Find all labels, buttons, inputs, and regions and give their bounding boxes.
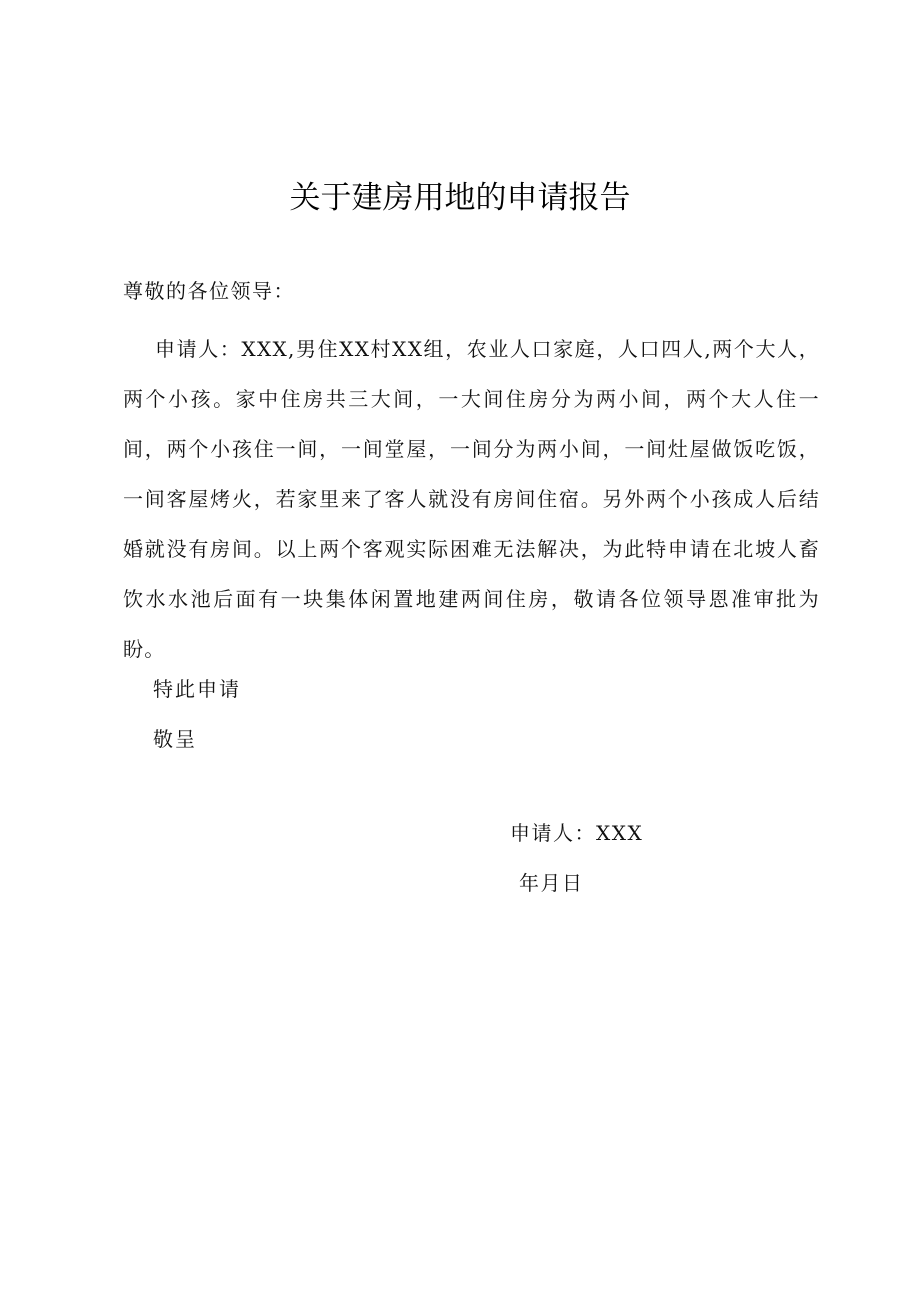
respectfully-submitted: 敬呈 xyxy=(153,727,197,751)
applicant-signature: 申请人：XXX xyxy=(510,821,644,845)
body-paragraph: 申请人：XXX,男住XX村XX组，农业人口家庭，人口四人,两个大人，两个小孩。家中住房共三大间，一大间住房分为两小间，两个大人住一间，两个小孩住一间，一间堂屋，一间分为两小间，一间灶屋做饭吃饭，一间客屋烤火，若家里来了客人就没有房间住宿。另外两个小孩成人后结婚就没有房间。以上两个客观实际困难无法解决，为此特申请在北坡人畜饮水水池后面有一块集体闲置地建两间住房，敬请各位领导恩准审批为盼。 xyxy=(123,337,820,661)
salutation: 尊敬的各位领导： xyxy=(123,279,295,303)
date-line: 年月日 xyxy=(519,871,584,895)
closing-statement: 特此申请 xyxy=(153,677,241,701)
document-title: 关于建房用地的申请报告 xyxy=(289,180,631,216)
